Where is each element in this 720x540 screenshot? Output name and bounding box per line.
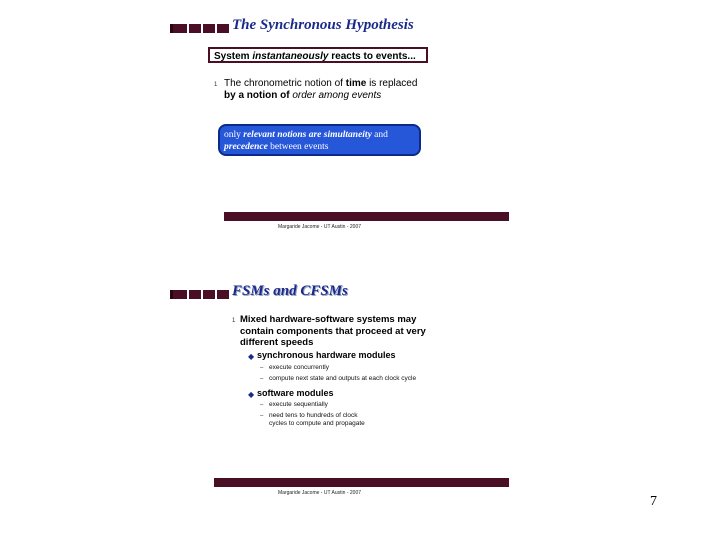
bullet-text	[240, 314, 426, 349]
diamond-icon: ◆	[248, 390, 255, 399]
footer-text: Margaride Jacome - UT Austin - 2007	[278, 224, 362, 230]
bullet-text	[224, 78, 417, 102]
dash-icon: –	[260, 402, 264, 408]
highlight-line-1-emphasis: relevant notions are simultaneity	[243, 130, 372, 140]
slide-title: FSMs and CFSMs	[232, 283, 348, 299]
sub-item-2-2-line-1: need tens to hundreds of clock	[269, 412, 358, 419]
footer-bar	[224, 478, 509, 487]
page-number: 7	[650, 494, 657, 509]
boxed-heading-prefix: System	[214, 51, 253, 62]
bullet-line-3: different speeds	[240, 337, 314, 348]
bullet-line-1-pre: The chronometric notion of	[224, 78, 346, 89]
dash-icon: –	[260, 365, 264, 371]
highlight-line-1-pre: only	[224, 130, 244, 140]
boxed-heading	[208, 47, 428, 63]
dash-icon: –	[260, 376, 264, 382]
bullet-line-2-italic: order among events	[292, 90, 382, 101]
diamond-icon: ◆	[248, 352, 255, 361]
boxed-heading-suffix: reacts to events...	[328, 51, 416, 62]
highlight-box	[218, 124, 421, 156]
sub-bullet-1: synchronous hardware modules	[257, 350, 396, 360]
boxed-heading-italic: instantaneously	[252, 51, 329, 62]
dash-icon: –	[260, 413, 264, 419]
highlight-line-1	[224, 129, 415, 141]
sub-item-1-2: compute next state and outputs at each clock cycle	[269, 375, 417, 382]
bullet-line-2	[224, 90, 417, 102]
slide-synchronous-hypothesis	[168, 14, 513, 239]
sub-item-2-2	[269, 412, 365, 428]
sub-item-2-2-line-2: cycles to compute and propagate	[269, 420, 365, 427]
slide-fsms-and-cfsms	[168, 282, 513, 504]
bullet-line-1	[224, 78, 417, 90]
bullet-line-2-pre: by a notion of	[224, 90, 293, 101]
highlight-line-2-post: between events	[267, 142, 329, 152]
bullet-number: 1	[214, 82, 218, 88]
footer-text: Margaride Jacome - UT Austin - 2007	[278, 490, 362, 496]
bullet-line-1-bold: time	[345, 78, 367, 89]
title-bar-decoration	[170, 290, 229, 299]
sub-item-1-1: execute concurrently	[269, 364, 329, 371]
highlight-line-2-emphasis: precedence	[224, 142, 268, 152]
footer-bar	[224, 212, 509, 221]
sub-item-2-1: execute sequentially	[269, 401, 328, 408]
bullet-line-1-post: is replaced	[366, 78, 418, 89]
title-bar-decoration	[170, 24, 229, 33]
highlight-line-2	[224, 141, 415, 153]
highlight-line-1-post: and	[371, 130, 388, 140]
bullet-line-2: contain components that proceed at very	[240, 325, 426, 337]
sub-bullet-2: software modules	[257, 388, 334, 398]
bullet-number: 1	[232, 318, 236, 324]
bullet-line-1: Mixed hardware-software systems may	[240, 314, 417, 325]
slide-title: The Synchronous Hypothesis	[232, 17, 414, 33]
